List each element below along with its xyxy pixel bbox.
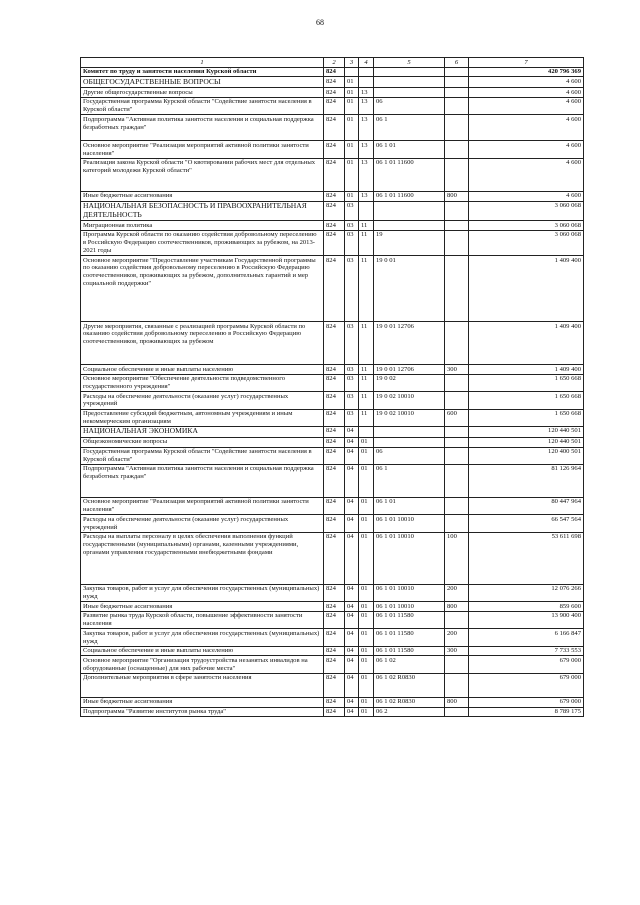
table-row xyxy=(81,409,584,426)
row-target-article: 19 0 01 12706 xyxy=(374,322,445,365)
row-subsection-code: 11 xyxy=(359,230,374,255)
row-name: Развитие рынка труда Курской области, повышение эффективности занятости населения xyxy=(81,611,324,628)
row-target-article: 06 xyxy=(374,447,445,464)
row-subsection-code: 11 xyxy=(359,256,374,322)
row-section-code: 03 xyxy=(345,392,359,409)
row-amount: 1 409 400 xyxy=(469,365,584,375)
row-section-code: 04 xyxy=(345,707,359,717)
row-expense-type: 300 xyxy=(445,646,469,656)
row-section-code: 04 xyxy=(345,447,359,464)
row-target-article xyxy=(374,77,445,88)
row-subsection-code: 01 xyxy=(359,611,374,628)
row-section-code xyxy=(345,67,359,77)
row-target-article: 06 1 01 xyxy=(374,141,445,158)
row-name: НАЦИОНАЛЬНАЯ БЕЗОПАСНОСТЬ И ПРАВООХРАНИТЕЛЬНАЯ ДЕЯТЕЛЬНОСТЬ xyxy=(81,201,324,221)
row-section-code: 03 xyxy=(345,374,359,391)
row-amount: 1 650 668 xyxy=(469,409,584,426)
table-row xyxy=(81,374,584,391)
budget-table xyxy=(80,57,584,717)
row-grbs-code: 824 xyxy=(324,629,345,646)
row-grbs-code: 824 xyxy=(324,141,345,158)
row-name: Подпрограмма "Развитие институтов рынка труда" xyxy=(81,707,324,717)
column-header-amount: 7 xyxy=(469,58,584,68)
row-expense-type xyxy=(445,447,469,464)
row-amount: 120 440 501 xyxy=(469,437,584,447)
table-row xyxy=(81,230,584,255)
row-name: Дополнительные мероприятия в сфере занятости населения xyxy=(81,673,324,697)
row-section-code: 04 xyxy=(345,497,359,514)
row-grbs-code: 824 xyxy=(324,115,345,141)
row-subsection-code: 01 xyxy=(359,584,374,601)
row-name: Подпрограмма "Активная политика занятости населения и социальная поддержка безработных граждан" xyxy=(81,464,324,497)
table-row xyxy=(81,697,584,707)
row-target-article: 06 1 01 10010 xyxy=(374,532,445,584)
row-expense-type xyxy=(445,158,469,191)
row-name: Социальное обеспечение и иные выплаты населению xyxy=(81,646,324,656)
row-name: Подпрограмма "Активная политика занятости населения и социальная поддержка безработных граждан" xyxy=(81,115,324,141)
row-subsection-code: 13 xyxy=(359,115,374,141)
row-amount: 3 060 068 xyxy=(469,221,584,231)
row-grbs-code: 824 xyxy=(324,447,345,464)
row-section-code: 03 xyxy=(345,256,359,322)
row-name: Основное мероприятие "Организация трудоустройства незанятых инвалидов на оборудованные (оснащенные) для них рабочие места" xyxy=(81,656,324,673)
row-grbs-code: 824 xyxy=(324,97,345,114)
table-row xyxy=(81,515,584,532)
row-name: Государственная программа Курской области "Содействие занятости населения в Курской области" xyxy=(81,447,324,464)
row-grbs-code: 824 xyxy=(324,158,345,191)
row-expense-type xyxy=(445,497,469,514)
row-section-code: 04 xyxy=(345,437,359,447)
header-row xyxy=(81,58,584,68)
row-grbs-code: 824 xyxy=(324,611,345,628)
row-target-article: 06 1 01 10010 xyxy=(374,515,445,532)
row-subsection-code: 11 xyxy=(359,374,374,391)
row-subsection-code: 11 xyxy=(359,409,374,426)
row-amount: 679 000 xyxy=(469,697,584,707)
row-expense-type xyxy=(445,515,469,532)
row-grbs-code: 824 xyxy=(324,201,345,221)
table-row xyxy=(81,656,584,673)
row-amount: 80 447 964 xyxy=(469,497,584,514)
row-expense-type xyxy=(445,437,469,447)
row-name: Основное мероприятие "Реализация мероприятий активной политики занятости населения" xyxy=(81,141,324,158)
table-row xyxy=(81,141,584,158)
table-row xyxy=(81,611,584,628)
row-expense-type: 200 xyxy=(445,629,469,646)
table-row xyxy=(81,158,584,191)
page-number: 68 xyxy=(316,18,324,27)
row-subsection-code: 01 xyxy=(359,629,374,646)
table-body xyxy=(81,67,584,717)
row-subsection-code: 01 xyxy=(359,602,374,612)
row-amount: 679 000 xyxy=(469,656,584,673)
table-row xyxy=(81,365,584,375)
row-name: Иные бюджетные ассигнования xyxy=(81,697,324,707)
row-amount: 7 733 553 xyxy=(469,646,584,656)
row-expense-type: 600 xyxy=(445,409,469,426)
row-amount: 4 600 xyxy=(469,88,584,98)
row-name: Расходы на обеспечение деятельности (оказание услуг) государственных учреждений xyxy=(81,392,324,409)
row-grbs-code: 824 xyxy=(324,256,345,322)
row-name: Комитет по труду и занятости населения Курской области xyxy=(81,67,324,77)
row-target-article: 06 1 01 10010 xyxy=(374,602,445,612)
row-subsection-code: 01 xyxy=(359,646,374,656)
row-expense-type xyxy=(445,141,469,158)
row-name: Миграционная политика xyxy=(81,221,324,231)
table-row xyxy=(81,602,584,612)
row-target-article: 06 1 01 10010 xyxy=(374,584,445,601)
row-section-code: 01 xyxy=(345,158,359,191)
table-row xyxy=(81,426,584,437)
row-subsection-code: 13 xyxy=(359,158,374,191)
row-target-article: 06 1 02 R0830 xyxy=(374,697,445,707)
row-grbs-code: 824 xyxy=(324,515,345,532)
row-target-article xyxy=(374,437,445,447)
row-subsection-code: 01 xyxy=(359,673,374,697)
row-target-article: 06 1 01 11580 xyxy=(374,611,445,628)
row-grbs-code: 824 xyxy=(324,322,345,365)
row-target-article: 06 xyxy=(374,97,445,114)
row-grbs-code: 824 xyxy=(324,497,345,514)
row-grbs-code: 824 xyxy=(324,191,345,201)
row-target-article xyxy=(374,201,445,221)
row-subsection-code: 01 xyxy=(359,532,374,584)
table-row xyxy=(81,115,584,141)
row-target-article: 06 1 xyxy=(374,464,445,497)
row-grbs-code: 824 xyxy=(324,707,345,717)
row-section-code: 04 xyxy=(345,656,359,673)
row-section-code: 04 xyxy=(345,515,359,532)
row-amount: 6 166 847 xyxy=(469,629,584,646)
row-grbs-code: 824 xyxy=(324,426,345,437)
row-target-article: 19 0 02 10010 xyxy=(374,392,445,409)
row-target-article: 06 1 01 11600 xyxy=(374,158,445,191)
table-row xyxy=(81,322,584,365)
row-expense-type xyxy=(445,88,469,98)
row-name: Реализация закона Курской области "О квотировании рабочих мест для отдельных категорий молодежи Курской области" xyxy=(81,158,324,191)
row-section-code: 01 xyxy=(345,141,359,158)
row-subsection-code: 13 xyxy=(359,141,374,158)
row-target-article: 19 0 02 10010 xyxy=(374,409,445,426)
row-section-code: 04 xyxy=(345,611,359,628)
row-amount: 13 900 400 xyxy=(469,611,584,628)
table-row xyxy=(81,673,584,697)
table-row xyxy=(81,447,584,464)
table-row xyxy=(81,77,584,88)
row-expense-type: 800 xyxy=(445,602,469,612)
row-name: Основное мероприятие "Обеспечение деятельности подведомственного государственного учреждения" xyxy=(81,374,324,391)
row-expense-type xyxy=(445,673,469,697)
row-amount: 4 600 xyxy=(469,191,584,201)
row-amount: 120 400 501 xyxy=(469,447,584,464)
row-section-code: 03 xyxy=(345,221,359,231)
row-target-article xyxy=(374,67,445,77)
row-subsection-code: 01 xyxy=(359,464,374,497)
row-amount: 3 060 068 xyxy=(469,201,584,221)
row-section-code: 01 xyxy=(345,191,359,201)
row-expense-type xyxy=(445,77,469,88)
row-section-code: 01 xyxy=(345,97,359,114)
row-expense-type: 200 xyxy=(445,584,469,601)
table-row xyxy=(81,464,584,497)
row-target-article: 19 0 01 12706 xyxy=(374,365,445,375)
row-amount: 4 600 xyxy=(469,158,584,191)
row-amount: 3 060 068 xyxy=(469,230,584,255)
table-row xyxy=(81,201,584,221)
row-expense-type xyxy=(445,230,469,255)
row-name: Основное мероприятие "Реализация мероприятий активной политики занятости населения" xyxy=(81,497,324,514)
row-expense-type xyxy=(445,392,469,409)
row-target-article: 06 1 01 11600 xyxy=(374,191,445,201)
row-amount: 859 600 xyxy=(469,602,584,612)
row-subsection-code xyxy=(359,426,374,437)
row-grbs-code: 824 xyxy=(324,656,345,673)
table-row xyxy=(81,88,584,98)
row-target-article xyxy=(374,426,445,437)
row-section-code: 04 xyxy=(345,646,359,656)
table-row xyxy=(81,221,584,231)
row-name: Основное мероприятие "Предоставление участникам Государственной программы по оказанию содействия добровольному переселению в Российскую Федерацию соотечественников, проживающих за рубежом, дополнительных гарантий и мер социальной поддержки" xyxy=(81,256,324,322)
row-subsection-code: 01 xyxy=(359,447,374,464)
row-name: Программа Курской области по оказанию содействия добровольному переселению в Российскую Федерацию соотечественников, проживающих за рубежом, на 2013-2021 годы xyxy=(81,230,324,255)
row-target-article: 06 2 xyxy=(374,707,445,717)
row-section-code: 04 xyxy=(345,464,359,497)
row-name: Предоставление субсидий бюджетным, автономным учреждениям и иным некоммерческим организациям xyxy=(81,409,324,426)
row-amount: 420 796 369 xyxy=(469,67,584,77)
table-row xyxy=(81,532,584,584)
row-expense-type: 800 xyxy=(445,697,469,707)
column-header-name: 1 xyxy=(81,58,324,68)
row-target-article: 06 1 02 R0830 xyxy=(374,673,445,697)
row-section-code: 03 xyxy=(345,201,359,221)
row-name: Закупка товаров, работ и услуг для обеспечения государственных (муниципальных) нужд xyxy=(81,584,324,601)
row-expense-type xyxy=(445,115,469,141)
row-grbs-code: 824 xyxy=(324,584,345,601)
row-target-article: 19 0 02 xyxy=(374,374,445,391)
table-row xyxy=(81,646,584,656)
table-row xyxy=(81,392,584,409)
row-expense-type xyxy=(445,656,469,673)
row-amount: 4 600 xyxy=(469,77,584,88)
row-grbs-code: 824 xyxy=(324,374,345,391)
row-expense-type xyxy=(445,464,469,497)
row-subsection-code: 13 xyxy=(359,88,374,98)
row-name: Расходы на выплаты персоналу в целях обеспечения выполнения функций государственными (муниципальными) органами, казенными учреждениями, органами управления государственными внебюджетными фондами xyxy=(81,532,324,584)
table-row xyxy=(81,629,584,646)
row-target-article: 06 1 01 11580 xyxy=(374,629,445,646)
row-expense-type xyxy=(445,67,469,77)
row-amount: 4 600 xyxy=(469,97,584,114)
row-grbs-code: 824 xyxy=(324,77,345,88)
row-target-article: 06 1 01 11580 xyxy=(374,646,445,656)
table-row xyxy=(81,67,584,77)
row-name: Социальное обеспечение и иные выплаты населению xyxy=(81,365,324,375)
table-row xyxy=(81,97,584,114)
table-row xyxy=(81,256,584,322)
row-amount: 53 611 698 xyxy=(469,532,584,584)
row-amount: 1 409 400 xyxy=(469,256,584,322)
row-expense-type xyxy=(445,707,469,717)
column-header-expense-type: 6 xyxy=(445,58,469,68)
row-name: Другие мероприятия, связанные с реализацией программы Курской области по оказанию содействия добровольному переселению в Российскую Федерацию соотечественников, проживающих за рубежом xyxy=(81,322,324,365)
row-grbs-code: 824 xyxy=(324,409,345,426)
row-expense-type xyxy=(445,426,469,437)
row-section-code: 03 xyxy=(345,230,359,255)
row-section-code: 03 xyxy=(345,322,359,365)
row-grbs-code: 824 xyxy=(324,646,345,656)
row-amount: 66 547 564 xyxy=(469,515,584,532)
row-subsection-code: 01 xyxy=(359,656,374,673)
column-header-subsection: 4 xyxy=(359,58,374,68)
row-subsection-code: 01 xyxy=(359,515,374,532)
row-expense-type xyxy=(445,256,469,322)
row-section-code: 03 xyxy=(345,409,359,426)
row-subsection-code: 11 xyxy=(359,365,374,375)
row-amount: 120 440 501 xyxy=(469,426,584,437)
row-subsection-code xyxy=(359,67,374,77)
row-expense-type xyxy=(445,322,469,365)
row-expense-type xyxy=(445,611,469,628)
row-target-article xyxy=(374,88,445,98)
row-section-code: 04 xyxy=(345,629,359,646)
row-name: ОБЩЕГОСУДАРСТВЕННЫЕ ВОПРОСЫ xyxy=(81,77,324,88)
row-name: Иные бюджетные ассигнования xyxy=(81,191,324,201)
row-amount: 1 409 400 xyxy=(469,322,584,365)
row-grbs-code: 824 xyxy=(324,365,345,375)
row-grbs-code: 824 xyxy=(324,602,345,612)
row-subsection-code xyxy=(359,77,374,88)
row-expense-type: 100 xyxy=(445,532,469,584)
row-grbs-code: 824 xyxy=(324,437,345,447)
row-expense-type xyxy=(445,201,469,221)
row-section-code: 04 xyxy=(345,426,359,437)
row-grbs-code: 824 xyxy=(324,230,345,255)
row-section-code: 04 xyxy=(345,532,359,584)
row-grbs-code: 824 xyxy=(324,67,345,77)
row-amount: 4 600 xyxy=(469,141,584,158)
row-section-code: 04 xyxy=(345,673,359,697)
table-row xyxy=(81,584,584,601)
row-section-code: 01 xyxy=(345,88,359,98)
row-subsection-code: 01 xyxy=(359,497,374,514)
row-section-code: 03 xyxy=(345,365,359,375)
row-grbs-code: 824 xyxy=(324,392,345,409)
row-name: Иные бюджетные ассигнования xyxy=(81,602,324,612)
table-row xyxy=(81,707,584,717)
table-header xyxy=(81,58,584,68)
row-subsection-code: 11 xyxy=(359,322,374,365)
row-amount: 81 126 964 xyxy=(469,464,584,497)
row-expense-type xyxy=(445,221,469,231)
column-header-target-article: 5 xyxy=(374,58,445,68)
row-target-article: 19 xyxy=(374,230,445,255)
row-subsection-code: 13 xyxy=(359,191,374,201)
row-target-article: 06 1 02 xyxy=(374,656,445,673)
row-expense-type: 300 xyxy=(445,365,469,375)
row-expense-type xyxy=(445,374,469,391)
row-target-article: 06 1 01 xyxy=(374,497,445,514)
row-name: Закупка товаров, работ и услуг для обеспечения государственных (муниципальных) нужд xyxy=(81,629,324,646)
row-grbs-code: 824 xyxy=(324,697,345,707)
row-subsection-code: 13 xyxy=(359,97,374,114)
table-row xyxy=(81,437,584,447)
table-row xyxy=(81,191,584,201)
row-section-code: 04 xyxy=(345,697,359,707)
row-amount: 679 000 xyxy=(469,673,584,697)
row-grbs-code: 824 xyxy=(324,88,345,98)
row-section-code: 01 xyxy=(345,77,359,88)
row-target-article xyxy=(374,221,445,231)
column-header-grbs: 2 xyxy=(324,58,345,68)
row-subsection-code: 11 xyxy=(359,221,374,231)
row-section-code: 04 xyxy=(345,584,359,601)
row-section-code: 01 xyxy=(345,115,359,141)
row-name: Расходы на обеспечение деятельности (оказание услуг) государственных учреждений xyxy=(81,515,324,532)
row-name: НАЦИОНАЛЬНАЯ ЭКОНОМИКА xyxy=(81,426,324,437)
row-amount: 8 789 175 xyxy=(469,707,584,717)
row-amount: 1 650 668 xyxy=(469,374,584,391)
column-header-section: 3 xyxy=(345,58,359,68)
row-amount: 4 600 xyxy=(469,115,584,141)
row-target-article: 06 1 xyxy=(374,115,445,141)
row-expense-type xyxy=(445,97,469,114)
row-section-code: 04 xyxy=(345,602,359,612)
row-subsection-code: 01 xyxy=(359,437,374,447)
row-grbs-code: 824 xyxy=(324,221,345,231)
row-amount: 1 650 668 xyxy=(469,392,584,409)
row-name: Государственная программа Курской области "Содействие занятости населения в Курской области" xyxy=(81,97,324,114)
row-grbs-code: 824 xyxy=(324,532,345,584)
row-grbs-code: 824 xyxy=(324,464,345,497)
row-amount: 12 076 266 xyxy=(469,584,584,601)
row-target-article: 19 0 01 xyxy=(374,256,445,322)
row-name: Другие общегосударственные вопросы xyxy=(81,88,324,98)
row-grbs-code: 824 xyxy=(324,673,345,697)
row-subsection-code xyxy=(359,201,374,221)
row-subsection-code: 01 xyxy=(359,707,374,717)
table-row xyxy=(81,497,584,514)
row-subsection-code: 11 xyxy=(359,392,374,409)
row-name: Общеэкономические вопросы xyxy=(81,437,324,447)
row-expense-type: 800 xyxy=(445,191,469,201)
row-subsection-code: 01 xyxy=(359,697,374,707)
